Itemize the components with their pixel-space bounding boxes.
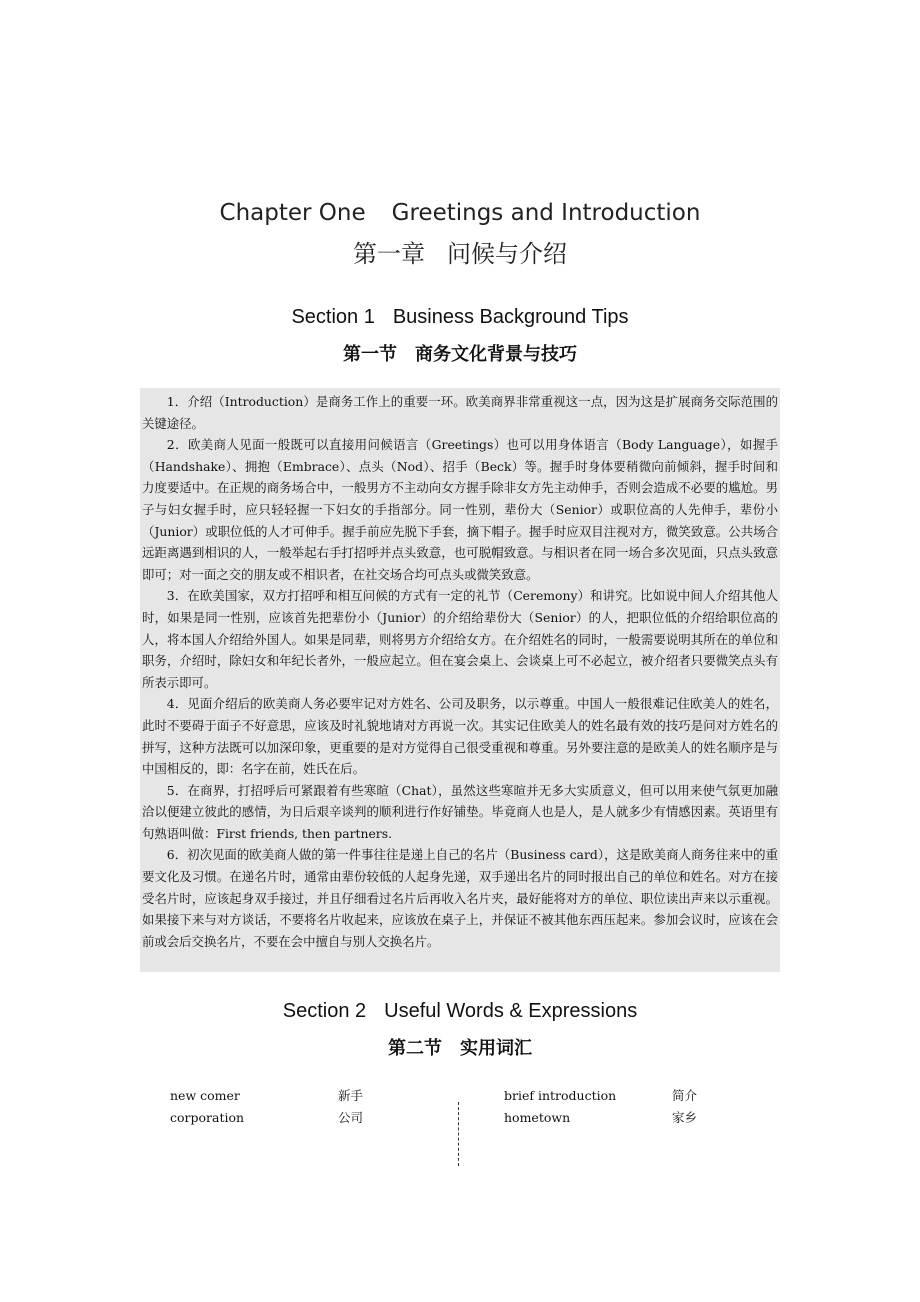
tip-paragraph-3: 3．在欧美国家，双方打招呼和相互问候的方式有一定的礼节（Ceremony）和讲究。比如说中间人介绍其他人时，如果是同一性别，应该首先把辈份小（Junior）的介绍给辈份大（Senior）的人，把职位低的介绍给职位高的人，将本国人介绍给外国人。如果是同辈，则将男方介绍给女方。在介绍姓名的同时，一般需要说明其所在的单位和职务，介绍时，除妇女和年纪长者外，一般应起立。但在宴会桌上、会谈桌上可不必起立，被介绍者只要微笑点头有所表示即可。 [142, 588, 778, 690]
vocab-term-en: corporation [170, 1110, 245, 1125]
section1-title-en: Section 1 Business Background Tips [291, 306, 629, 328]
vocab-term-en: brief introduction [504, 1088, 617, 1103]
section2-title-zh: 第二节 实用词汇 [388, 1038, 532, 1059]
section1-title-zh: 第一节 商务文化背景与技巧 [343, 344, 577, 365]
vocab-term-zh: 公司 [338, 1110, 364, 1125]
tip-paragraph-4: 4．见面介绍后的欧美商人务必要牢记对方姓名、公司及职务，以示尊重。中国人一般很难记住欧美人的姓名，此时不要碍于面子不好意思，应该及时礼貌地请对方再说一次。其实记住欧美人的姓名最有效的技巧是问对方姓名的拼写，这种方法既可以加深印象，更重要的是对方觉得自己很受重视和尊重。另外要注意的是欧美人的姓名顺序是与中国相反的，即：名字在前，姓氏在后。 [142, 696, 778, 777]
vocab-term-zh: 简介 [672, 1088, 698, 1103]
column-divider [458, 1102, 459, 1166]
business-tips-box [140, 388, 780, 972]
chapter-title-zh: 第一章 问候与介绍 [353, 240, 567, 268]
tip-paragraph-2: 2．欧美商人见面一般既可以直接用问候语言（Greetings）也可以用身体语言（Body Language），如握手（Handshake）、拥抱（Embrace）、点头（Nod）、招手（Beck）等。握手时身体要稍微向前倾斜，握手时间和力度要适中。在正规的商务场合中，一般男方不主动向女方握手除非女方先主动伸手，否则会造成不必要的尴尬。男子与妇女握手时，应只轻轻握一下妇女的手指部分。同一性别，辈份大（Senior）或职位高的人先伸手，辈份小（Junior）或职位低的人才可伸手。握手前应先脱下手套，摘下帽子。握手时应双目注视对方，微笑致意。公共场合远距离遇到相识的人，一般举起右手打招呼并点头致意，也可脱帽致意。与相识者在同一场合多次见面，只点头致意即可；对一面之交的朋友或不相识者，在社交场合均可点头或微笑致意。 [142, 437, 778, 582]
vocab-term-en: hometown [504, 1110, 571, 1125]
vocab-term-zh: 新手 [338, 1088, 364, 1103]
tip-paragraph-6: 6．初次见面的欧美商人做的第一件事往往是递上自己的名片（Business card），这是欧美商人商务往来中的重要文化及习惯。在递名片时，通常由辈份较低的人起身先递，双手递出名片的同时报出自己的单位和姓名。对方在接受名片时，应该起身双手接过，并且仔细看过名片后再收入名片夹，最好能将对方的单位、职位读出声来以示重视。如果接下来与对方谈话，不要将名片收起来，应该放在桌子上，并保证不被其他东西压起来。参加会议时，应该在会前或会后交换名片，不要在会中擅自与别人交换名片。 [142, 847, 778, 949]
section2-title-en: Section 2 Useful Words & Expressions [282, 1000, 638, 1022]
chapter-title-en: Chapter One Greetings and Introduction [219, 200, 701, 226]
vocab-term-en: new comer [170, 1088, 240, 1103]
vocab-term-zh: 家乡 [672, 1110, 698, 1125]
tip-paragraph-5: 5．在商界，打招呼后可紧跟着有些寒暄（Chat），虽然这些寒暄并无多大实质意义，但可以用来使气氛更加融洽以便建立彼此的感情，为日后艰辛谈判的顺利进行作好铺垫。毕竟商人也是人，是人就多少有情感因素。英语里有句熟语叫做：First friends, then partners. [142, 782, 778, 841]
vocabulary-list [170, 1086, 770, 1166]
tip-paragraph-1: 1．介绍（Introduction）是商务工作上的重要一环。欧美商界非常重视这一点，因为这是扩展商务交际范围的关键途径。 [142, 394, 778, 431]
